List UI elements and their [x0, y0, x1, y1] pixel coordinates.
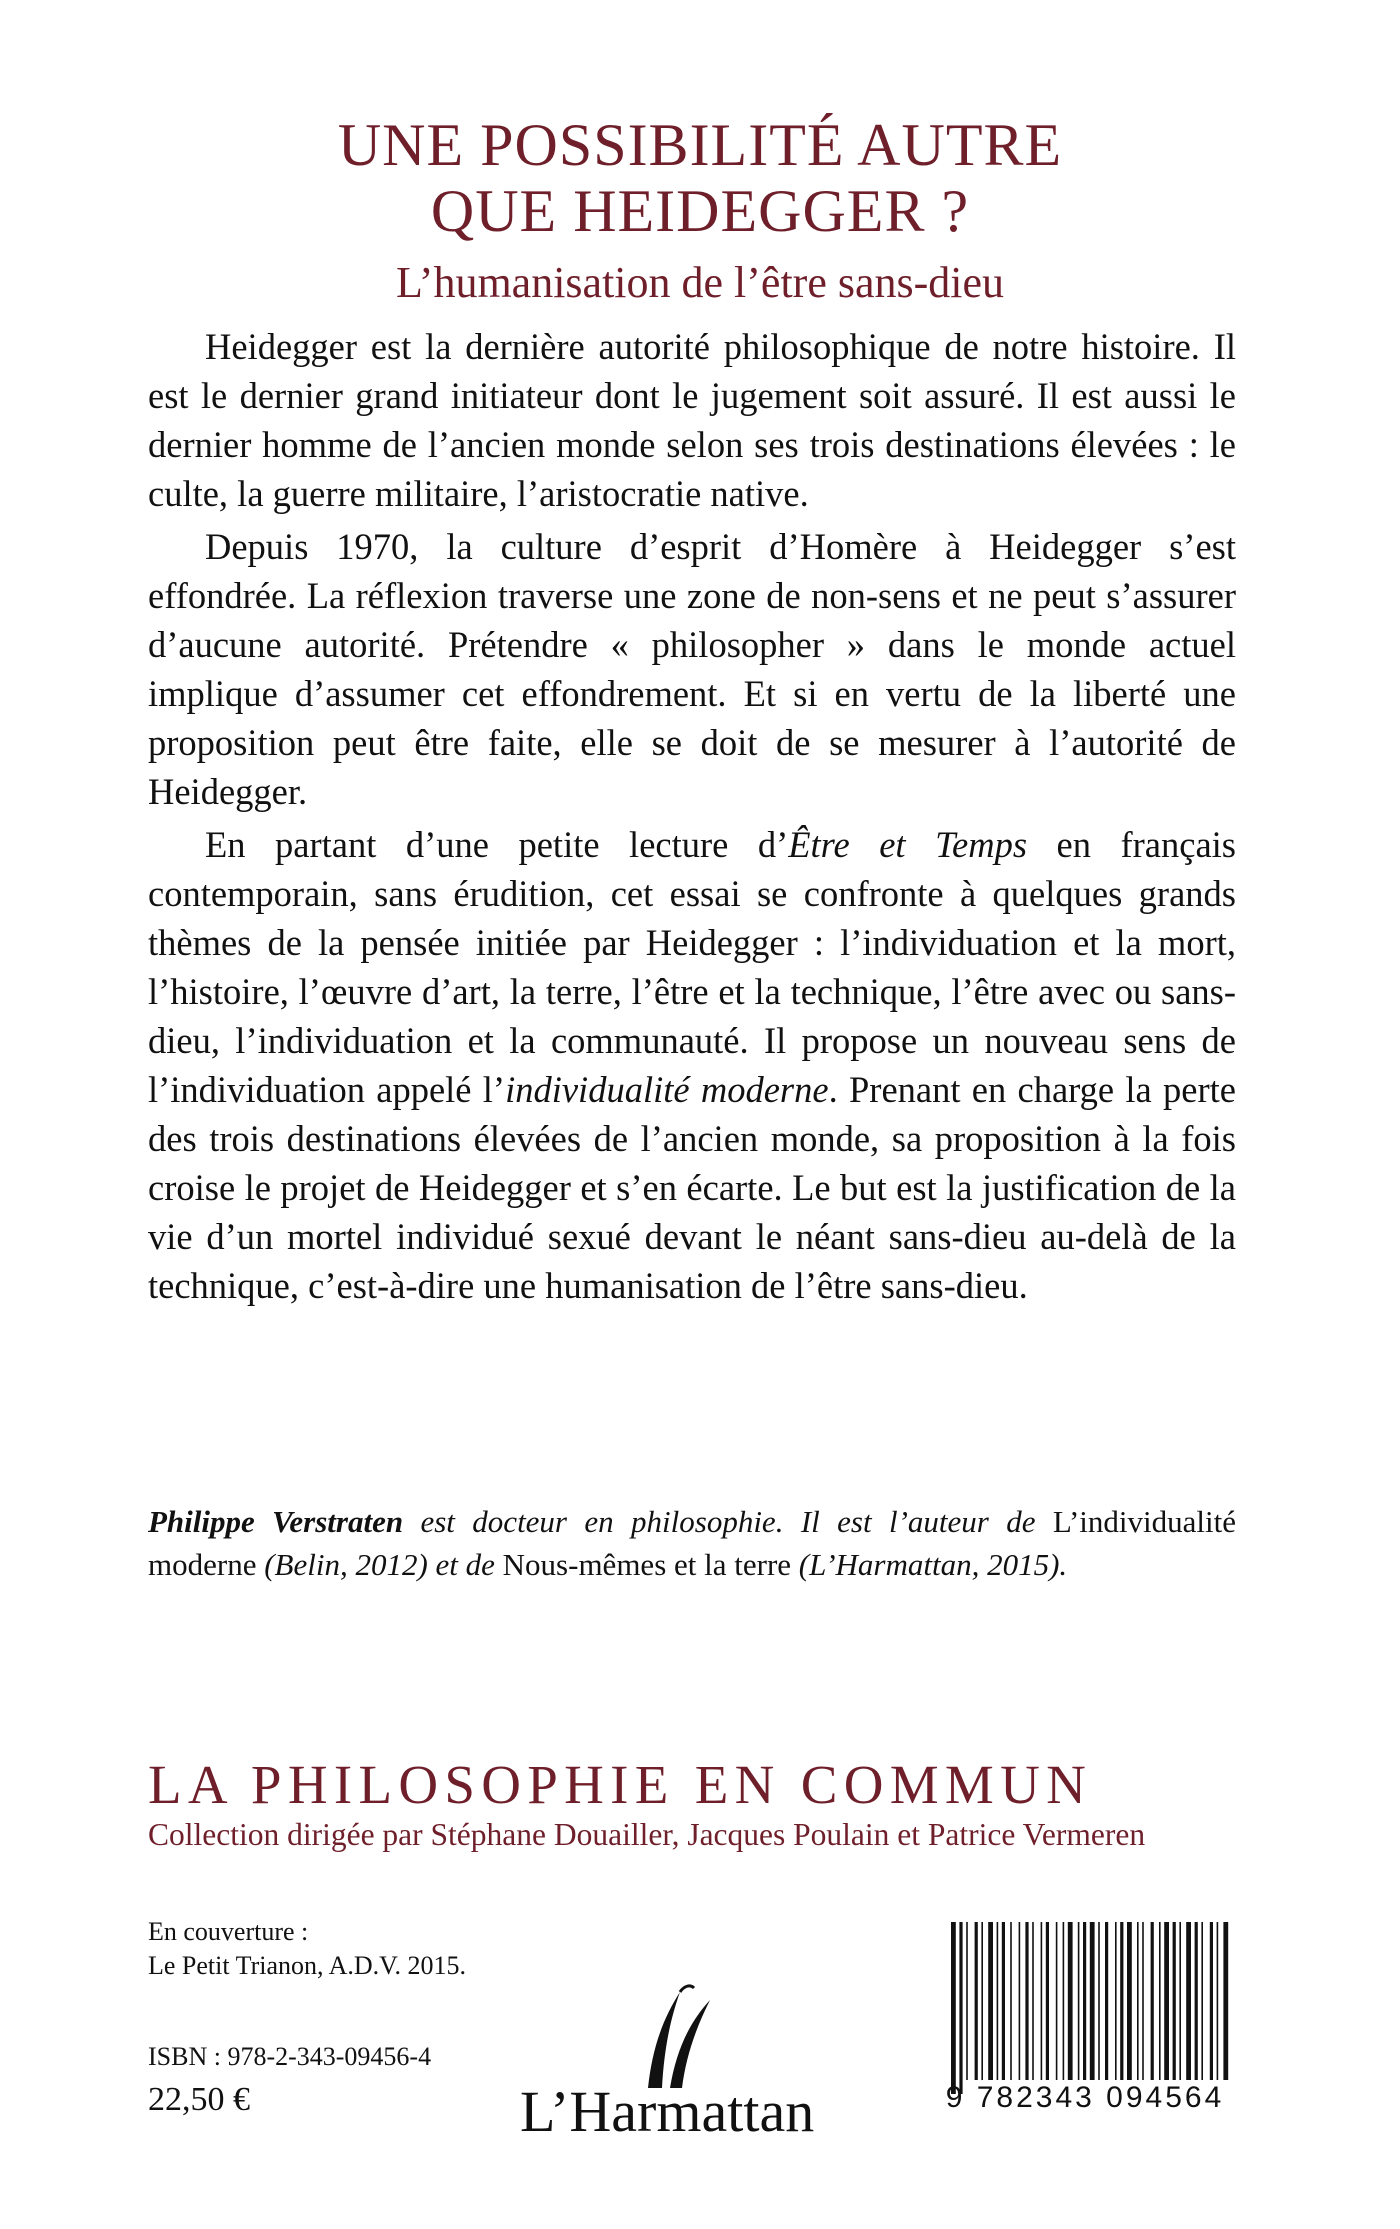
barcode-bar — [1217, 1922, 1219, 2080]
barcode-bar — [1090, 1922, 1095, 2080]
barcode-bar — [988, 1922, 993, 2080]
series-name: LA PHILOSOPHIE EN COMMUN — [148, 1754, 1093, 1815]
author-pub-1: (Belin, 2012) et de — [256, 1547, 503, 1582]
publisher-quill-icon — [520, 1980, 880, 2090]
barcode-bar — [1127, 1922, 1132, 2080]
barcode-bar — [1063, 1922, 1065, 2080]
barcode-bar — [1002, 1922, 1005, 2080]
barcode-bar — [1164, 1922, 1169, 2080]
barcode-bar — [997, 1922, 999, 2080]
cover-credit — [148, 1915, 548, 1983]
barcode-bar — [1025, 1922, 1028, 2080]
blurb-paragraph-3 — [148, 820, 1236, 1310]
price: 22,50 € — [148, 2081, 250, 2118]
barcode-bar — [1195, 1922, 1198, 2080]
barcode-bar — [966, 1922, 968, 2080]
barcode-icon — [945, 1922, 1235, 2102]
barcode-bar — [1186, 1922, 1191, 2080]
author-book-2: Nous-mêmes et la terre — [502, 1547, 792, 1582]
barcode-bar — [1041, 1922, 1043, 2080]
barcode-bar — [1210, 1922, 1213, 2080]
barcode-bar — [1173, 1922, 1176, 2080]
book-title-line-2: QUE HEIDEGGER ? — [430, 178, 970, 244]
concept-term: individualité moderne — [505, 1069, 829, 1110]
book-title — [160, 112, 1240, 244]
publisher-logo — [520, 1980, 880, 2150]
author-book-1: L’individualité moderne — [148, 1504, 1236, 1582]
barcode-bar — [951, 1922, 956, 2094]
publisher-name: L’Harmattan — [520, 2079, 815, 2144]
barcode-bar — [1078, 1922, 1080, 2080]
blurb-p3-part-c: . Prenant en charge la perte des trois destinations élevées de l’ancien monde, sa proposition à la fois croise le projet de Heidegger et s’en écarte. Le but est la justification de la vie d’un mortel individué sexué devant le néant sans-dieu au-delà de la technique, c’est-à-dire une humanisation de l’être sans-dieu. — [148, 1069, 1236, 1306]
blurb-paragraph-1: Heidegger est la dernière autorité philosophique de notre histoire. Il est le dernier grand initiateur dont le jugement soit assuré. Il est aussi le dernier homme de l’ancien monde selon ses trois destinations élevées : le culte, la guerre militaire, l’aristocratie native. — [148, 326, 1236, 514]
barcode-digits: 9 782343 094564 — [945, 2081, 1225, 2114]
barcode-bar — [1056, 1922, 1058, 2080]
blurb — [148, 322, 1236, 1314]
barcode-bar — [1010, 1922, 1012, 2080]
barcode-bar — [1083, 1922, 1086, 2080]
barcode-bar — [1032, 1922, 1034, 2080]
cited-work-title: Être et Temps — [788, 824, 1028, 865]
book-title-line-1: UNE POSSIBILITÉ AUTRE — [337, 112, 1063, 178]
barcode-bar — [975, 1922, 978, 2080]
blurb-paragraph-2: Depuis 1970, la culture d’esprit d’Homère à Heidegger s’est effondrée. La réflexion traverse une zone de non-sens et ne peut s’assurer d’aucune autorité. Prétendre « philosopher » dans le monde actuel implique d’assumer cet effondrement. Et si en vertu de la liberté une proposition peut être faite, elle se doit de se mesurer à l’autorité de Heidegger. — [148, 526, 1236, 812]
barcode-bar — [1120, 1922, 1123, 2080]
isbn: ISBN : 978-2-343-09456-4 — [148, 2042, 432, 2071]
cover-credit-label: En couverture : — [148, 1917, 309, 1946]
barcode-bar — [1046, 1922, 1049, 2080]
barcode-bar — [1223, 1922, 1228, 2080]
cover-credit-text: Le Petit Trianon, A.D.V. 2015. — [148, 1951, 467, 1980]
author-bio — [148, 1500, 1236, 1586]
book-subtitle: L’humanisation de l’être sans-dieu — [395, 258, 1005, 307]
author-name: Philippe Verstraten — [148, 1504, 404, 1539]
barcode-bar — [1179, 1922, 1181, 2080]
barcode-bar — [1019, 1922, 1021, 2080]
barcode-bar — [1098, 1922, 1100, 2080]
author-bio-text-a: est docteur en philosophie. Il est l’auteur de — [403, 1504, 1053, 1539]
barcode-bar — [981, 1922, 983, 2080]
barcode-bar — [1151, 1922, 1154, 2080]
barcode-bar — [1115, 1922, 1117, 2080]
barcode-bar — [1159, 1922, 1161, 2080]
barcode-bar — [959, 1922, 962, 2094]
barcode-bar — [1068, 1922, 1073, 2080]
author-pub-2: (L’Harmattan, 2015). — [791, 1547, 1068, 1582]
barcode-bar — [1201, 1922, 1203, 2080]
barcode-bar — [1142, 1922, 1144, 2080]
barcode-bar — [1105, 1922, 1108, 2080]
blurb-p3-part-b: en français contemporain, sans érudition, cet essai se confronte à quelques grands thèmes de la pensée initiée par Heidegger : l’individuation et la mort, l’histoire, l’œuvre d’art, la terre, l’être et la technique, l’être avec ou sans-dieu, l’individuation et la communauté. Il propose un nouveau sens de l’individuation appelé l’ — [148, 824, 1236, 1110]
barcode-bar — [1137, 1922, 1139, 2080]
blurb-p3-part-a: En partant d’une petite lecture d’ — [205, 824, 789, 865]
series-editors: Collection dirigée par Stéphane Douailler, Jacques Poulain et Patrice Vermeren — [148, 1817, 1146, 1852]
